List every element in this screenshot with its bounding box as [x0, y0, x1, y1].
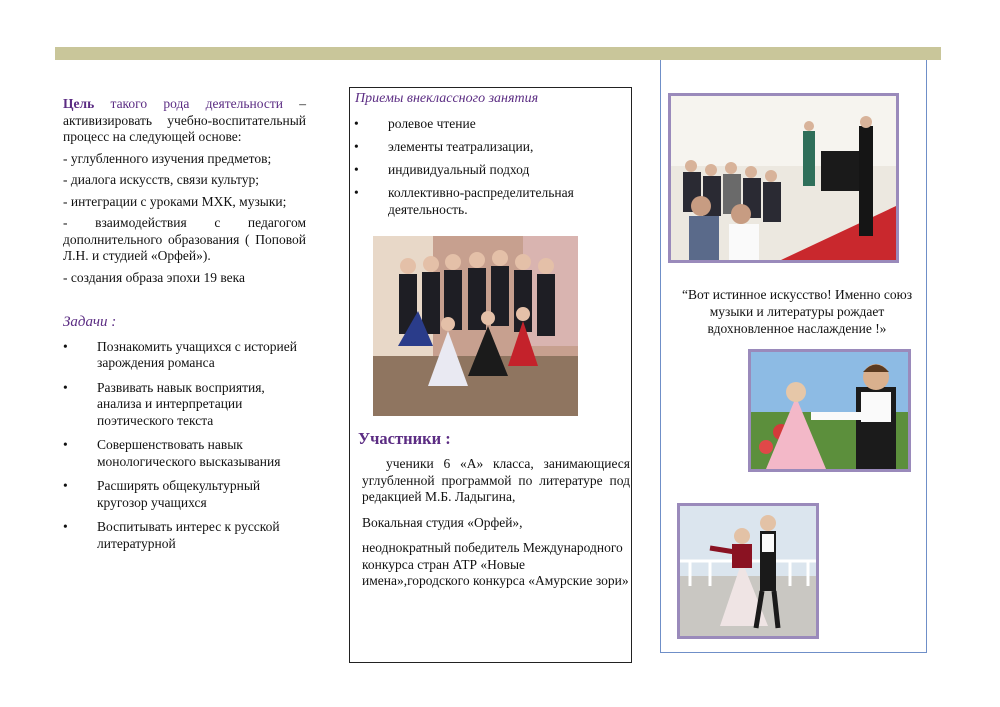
students-group-photo [373, 236, 578, 416]
tasks-heading: Задачи : [63, 314, 117, 330]
participants-item: Вокальная студия «Орфей», [362, 514, 523, 530]
method-text: индивидуальный подход [388, 162, 530, 177]
goal-heading-rest: такого рода деятельности [94, 96, 283, 111]
task-item [63, 339, 306, 372]
top-decorative-bar [55, 47, 941, 60]
basis-item: - создания образа эпохи 19 века [63, 269, 245, 285]
quote-text: “Вот истинное искусство! Именно союз музыки и литературы рождает вдохновленное наслаждение !» [681, 287, 913, 336]
bullet-icon: • [354, 139, 359, 154]
method-text: элементы театрализации, [388, 139, 534, 154]
task-item [63, 437, 306, 470]
method-text: коллективно-распределительная деятельность. [388, 185, 574, 217]
basis-item: - углубленного изучения предметов; [63, 150, 272, 166]
task-text: Расширять общекультурный кругозор учащихся [97, 478, 261, 510]
task-text: Развивать навык восприятия, анализа и интерпретации поэтического текста [97, 379, 265, 428]
goal-paragraph [63, 96, 306, 146]
basis-item: - взаимодействия с педагогом дополнительного образования ( Поповой Л.Н. и студией «Орфей»). [63, 215, 306, 263]
basis-item: - интеграции с уроками МХК, музыки; [63, 193, 287, 209]
bullet-icon: • [63, 478, 68, 493]
bullet-icon: • [63, 379, 68, 395]
goal-word: Цель [63, 96, 95, 111]
task-item [63, 380, 306, 430]
method-item [354, 184, 624, 218]
bullet-icon: • [63, 519, 68, 534]
method-item [354, 161, 624, 178]
bullet-icon: • [63, 338, 68, 354]
participants-heading: Участники : [358, 429, 451, 448]
participants-item: неоднократный победитель Международного конкурса стран АТР «Новые имена»,городского конкурса «Амурские зори» [362, 540, 629, 588]
goals-column [63, 96, 306, 560]
task-item [63, 519, 306, 552]
methods-list [354, 115, 624, 224]
participants-item: ученики 6 «А» класса, занимающиеся углубленной программой по литературе под редакцией М.Б. Ладыгина, [362, 456, 630, 504]
bullet-icon: • [354, 116, 359, 131]
task-item [63, 478, 306, 511]
participants-text [362, 456, 630, 599]
task-text: Познакомить учащихся с историей зарождения романса [97, 338, 297, 370]
method-item [354, 138, 624, 155]
bullet-icon: • [63, 437, 68, 452]
children-photo [748, 349, 911, 472]
dancing-children-photo [677, 503, 819, 639]
bullet-icon: • [354, 162, 359, 177]
task-text: Совершенствовать навык монологического высказывания [97, 437, 281, 469]
method-item [354, 115, 624, 132]
task-text: Воспитывать интерес к русской литературной [97, 519, 280, 551]
goal-text: – активизировать учебно-воспитательный процесс на следующей основе: [63, 96, 307, 144]
method-text: ролевое чтение [388, 116, 476, 131]
methods-heading: Приемы внеклассного занятия [355, 91, 539, 106]
methods-column [349, 87, 632, 663]
concert-photo [668, 93, 899, 263]
photos-column [660, 60, 927, 653]
bullet-icon: • [354, 185, 359, 200]
basis-item: - диалога искусств, связи культур; [63, 172, 260, 187]
